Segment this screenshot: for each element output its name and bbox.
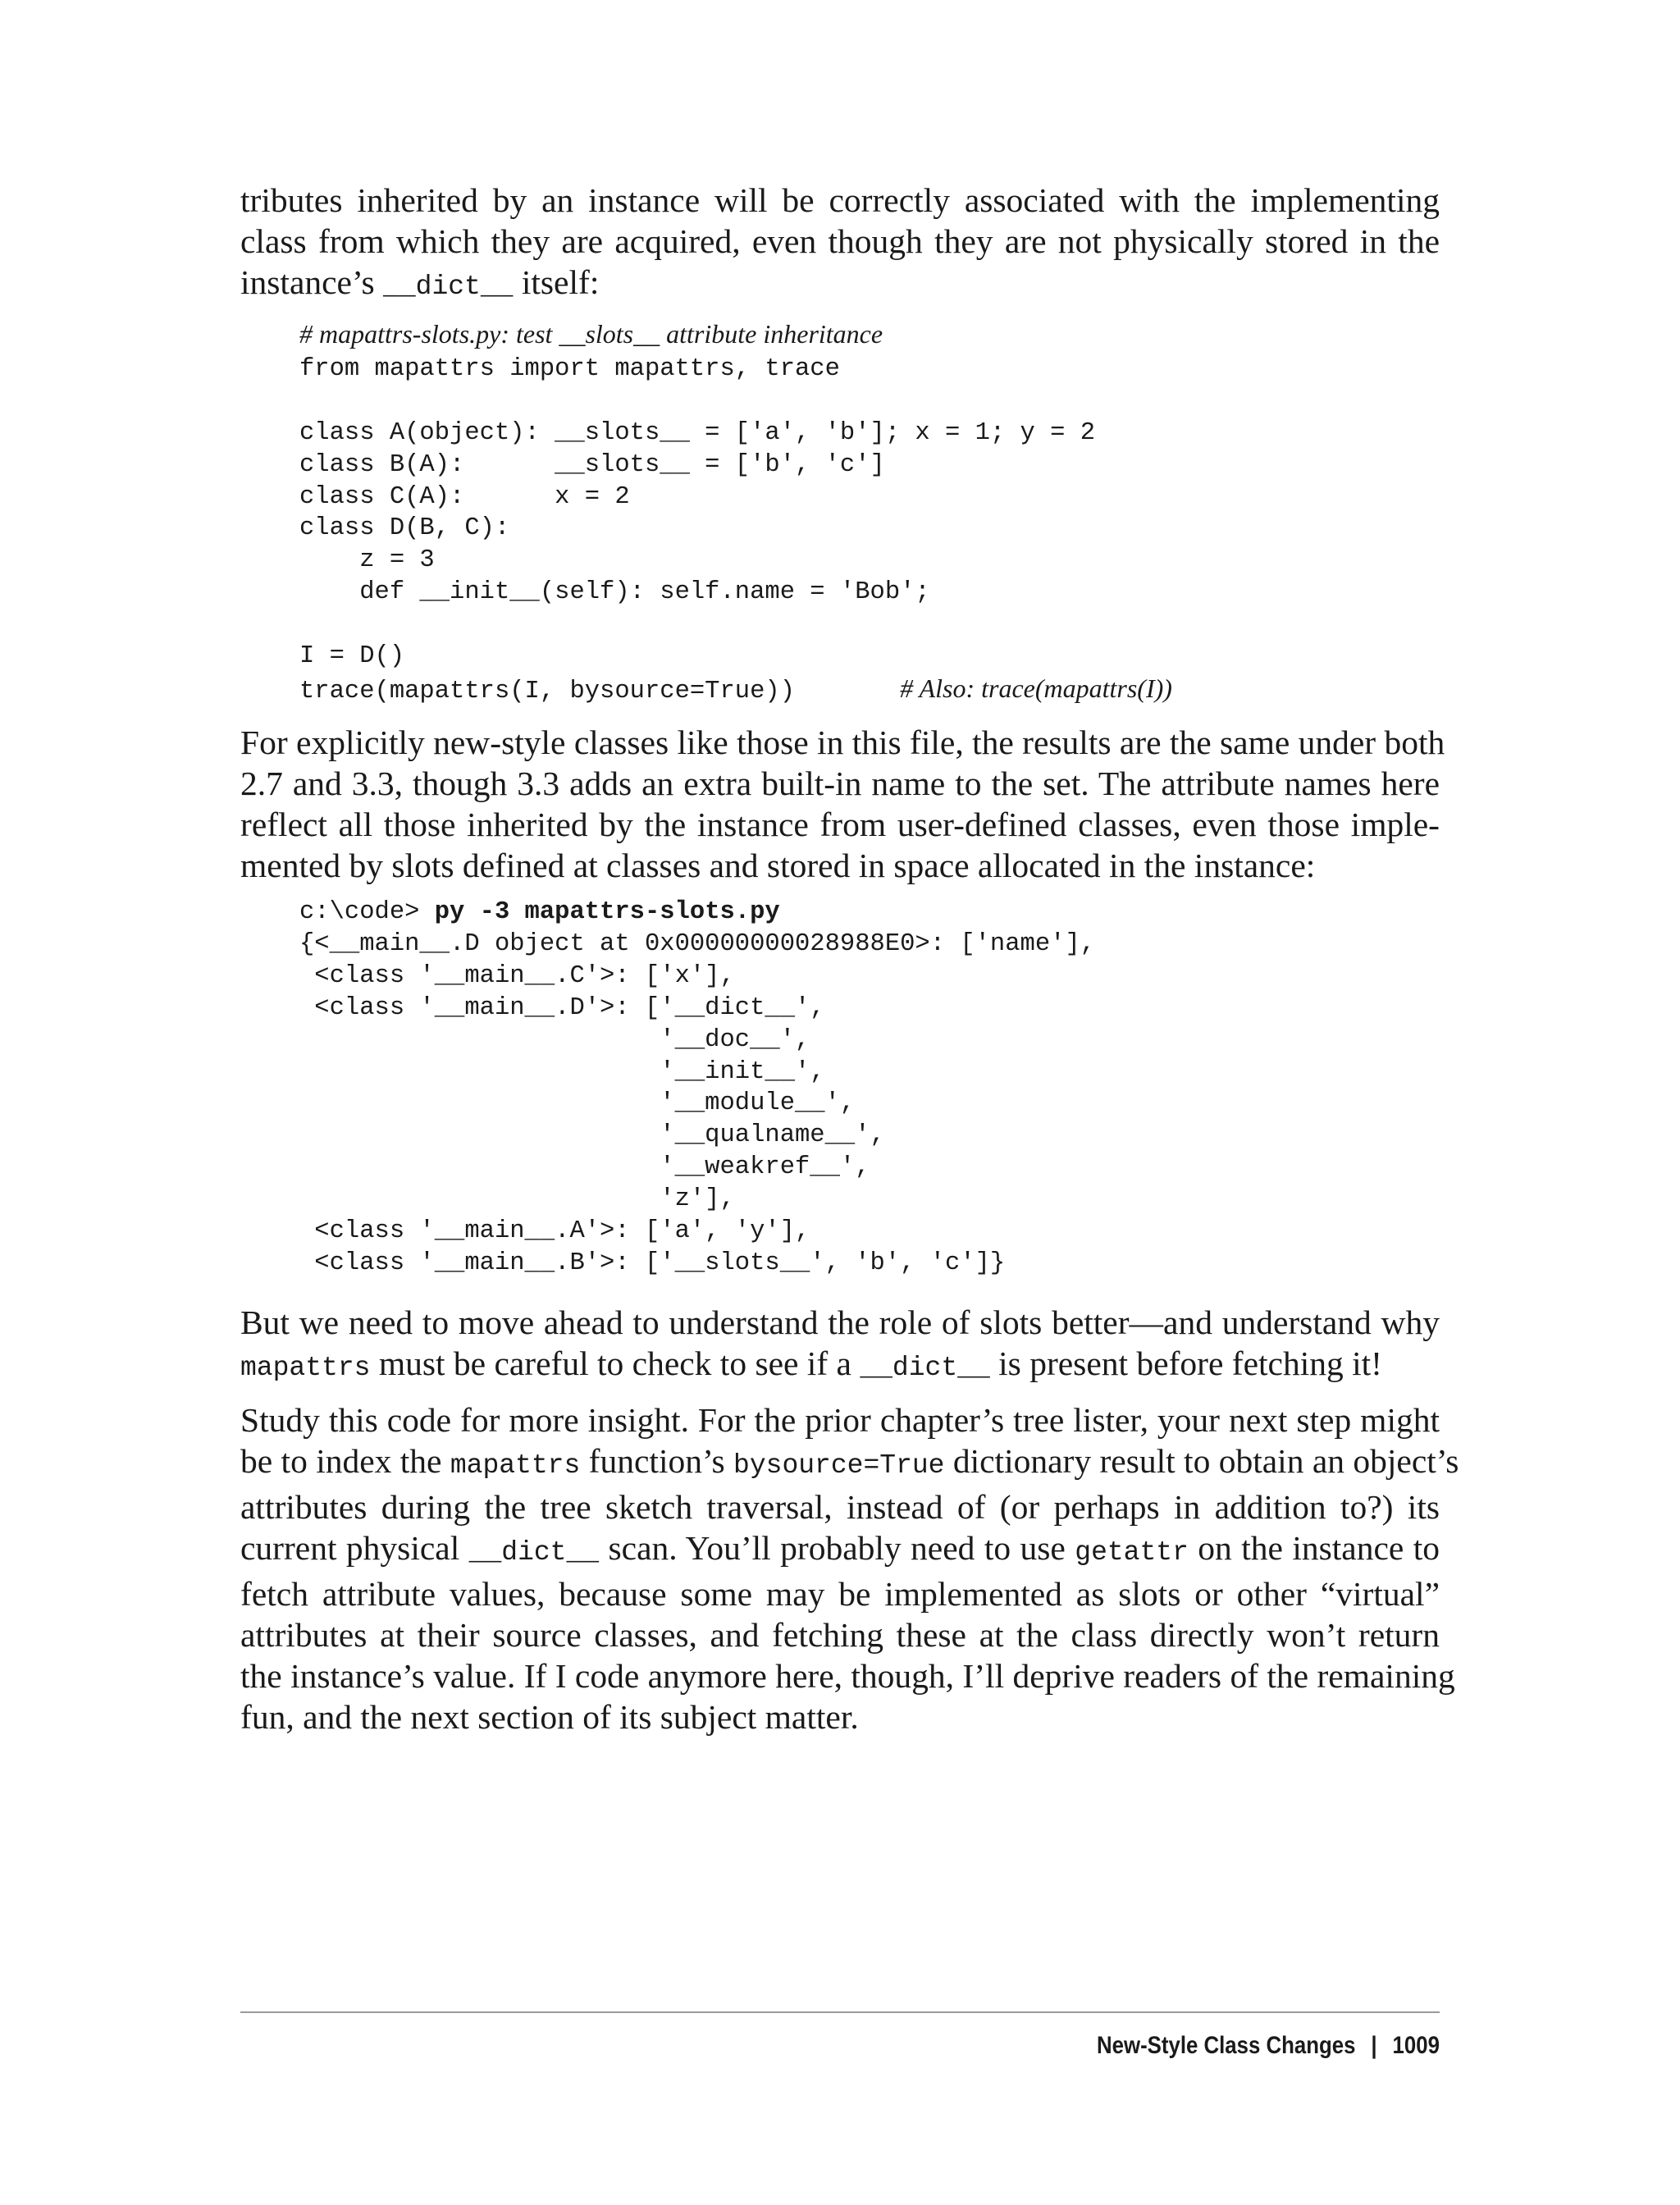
paragraph-results-explanation [240,722,1445,886]
shell-command: py -3 mapattrs-slots.py [434,898,780,926]
paragraph-line: the instance’s value. If I code anymore here, though, I’ll deprive readers of the remaining [240,1657,1455,1695]
code-trailing-comment: # Also: trace(mapattrs(I)) [900,673,1172,703]
paragraph-line: fun, and the next section of its subject matter. [240,1698,859,1736]
paragraph-study-code [240,1399,1459,1737]
code-lines: from mapattrs import mapattrs, trace class A(object): __slots__ = ['a', 'b']; x = 1; y = 2 class B(A): __slots__ = ['b', 'c'] class C(A): x = 2 class D(B, C): z = 3 def __init__(self): self.name = 'Bob'; I = D() [299,354,1096,671]
paragraph-line: current physical __dict__ scan. You’ll probably need to use getattr on the instance to [240,1529,1440,1568]
code-listing-mapattrs-slots [299,318,1172,708]
paragraph-line: attributes during the tree sketch traversal, instead of (or perhaps in addition to?) its [240,1488,1440,1526]
shell-prompt: c:\code> [299,898,435,926]
paragraph-move-ahead [240,1302,1440,1389]
page-footer [1097,2031,1440,2061]
paragraph-line: 2.7 and 3.3, though 3.3 adds an extra built-in name to the set. The attribute names here [240,765,1440,802]
inline-code: mapattrs [450,1450,581,1481]
footer-section-title: New-Style Class Changes [1097,2032,1356,2059]
paragraph-line: mapattrs must be careful to check to see if a __dict__ is present before fetching it! [240,1344,1382,1383]
inline-code: getattr [1075,1537,1189,1568]
inline-code: bysource=True [733,1450,945,1481]
inline-code: __dict__ [383,272,514,302]
paragraph-line: instance’s __dict__ itself: [240,263,600,302]
output-lines: {<__main__.D object at 0x00000000028988E0>: ['name'], <class '__main__.C'>: ['x'], <class '__main__.D'>: ['__dict__', '__doc__', '__init__', '__module__', '__qualname__', '__weakref__', 'z'], <class '__main__.A'>: ['a', 'y'], <class '__main__.B'>: ['__slots__', 'b', 'c']} [299,929,1096,1277]
footer-separator: | [1371,2032,1377,2059]
inline-code: __dict__ [468,1537,600,1568]
paragraph-slots-intro [240,180,1440,308]
page-number: 1009 [1392,2032,1440,2059]
paragraph-line: class from which they are acquired, even though they are not physically stored in the [240,222,1440,260]
code-last-line: trace(mapattrs(I, bysource=True)) [299,677,901,705]
code-listing-output [299,897,1095,1280]
paragraph-line: attributes at their source classes, and fetching these at the class directly won’t return [240,1616,1440,1654]
paragraph-line: reflect all those inherited by the instance from user-defined classes, even those imple- [240,806,1440,843]
paragraph-line: Study this code for more insight. For the prior chapter’s tree lister, your next step might [240,1401,1440,1439]
inline-code: mapattrs [240,1353,371,1383]
paragraph-line: fetch attribute values, because some may be implemented as slots or other “virtual” [240,1575,1440,1613]
footer-rule [240,2011,1440,2013]
paragraph-line: But we need to move ahead to understand the role of slots better—and understand why [240,1303,1440,1341]
paragraph-line: be to index the mapattrs function’s bysource=True dictionary result to obtain an object’s [240,1442,1459,1481]
inline-code: __dict__ [860,1353,990,1383]
paragraph-line: mented by slots defined at classes and stored in space allocated in the instance: [240,847,1316,884]
paragraph-line: For explicitly new-style classes like those in this file, the results are the same under both [240,724,1445,761]
code-comment: # mapattrs-slots.py: test __slots__ attribute inheritance [299,319,883,349]
paragraph-line: tributes inherited by an instance will be correctly associated with the implementing [240,181,1440,219]
